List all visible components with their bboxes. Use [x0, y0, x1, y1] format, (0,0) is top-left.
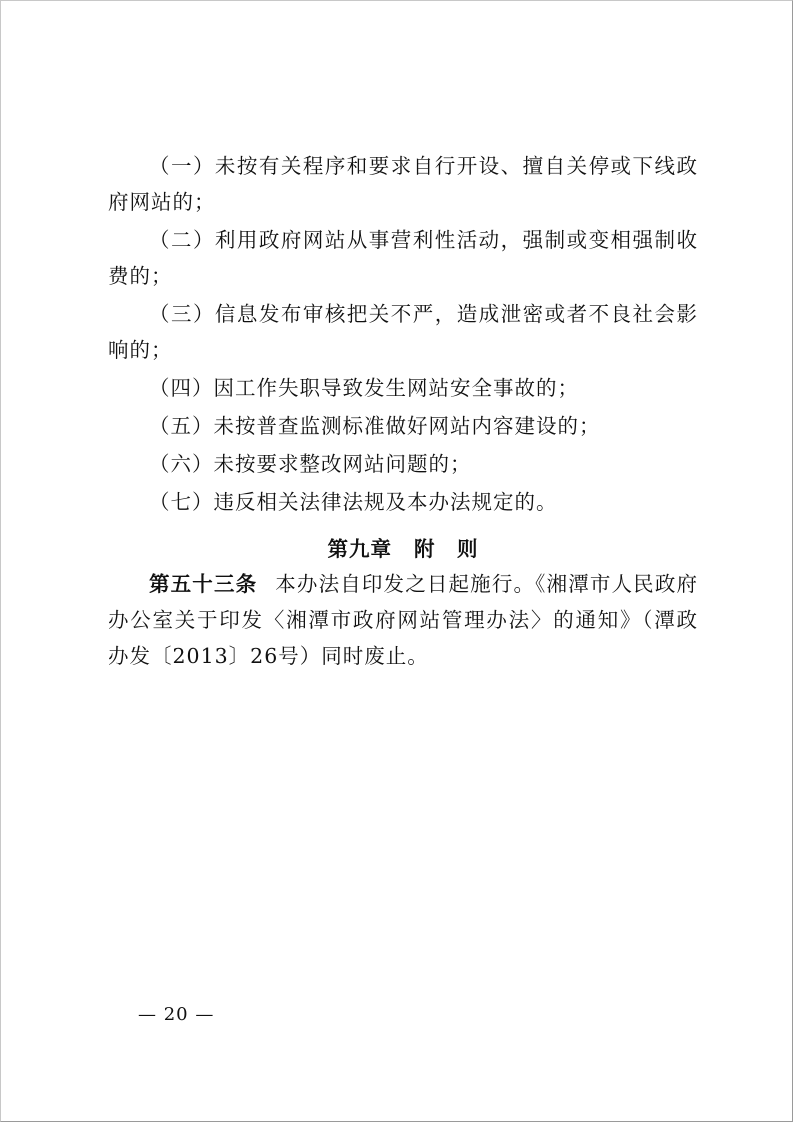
list-item: （五）未按普查监测标准做好网站内容建设的；: [149, 414, 601, 438]
page-number: — 20 —: [138, 1004, 215, 1025]
list-item: （七）违反相关法律法规及本办法规定的。: [149, 490, 558, 514]
chapter-title: 附 则: [414, 537, 479, 561]
chapter-heading: [108, 533, 698, 565]
document-body: [108, 148, 698, 522]
list-item: （三）信息发布审核把关不严，造成泄密或者不良社会影响的；: [108, 302, 698, 362]
list-item: （六）未按要求整改网站问题的；: [149, 452, 472, 476]
article-text: 本办法自印发之日起施行。《湘潭市人民政府办公室关于印发〈湘潭市政府网站管理办法〉的通知》（潭政办发〔2013〕26号）同时废止。: [108, 572, 698, 668]
list-item: （二）利用政府网站从事营利性活动，强制或变相强制收费的；: [108, 228, 698, 288]
list-item: （一）未按有关程序和要求自行开设、擅自关停或下线政府网站的；: [108, 154, 698, 214]
article-paragraph: [108, 566, 698, 674]
article-number: 第五十三条: [149, 572, 258, 596]
chapter-number: 第九章: [327, 537, 392, 561]
list-item: （四）因工作失职导致发生网站安全事故的；: [149, 376, 579, 400]
